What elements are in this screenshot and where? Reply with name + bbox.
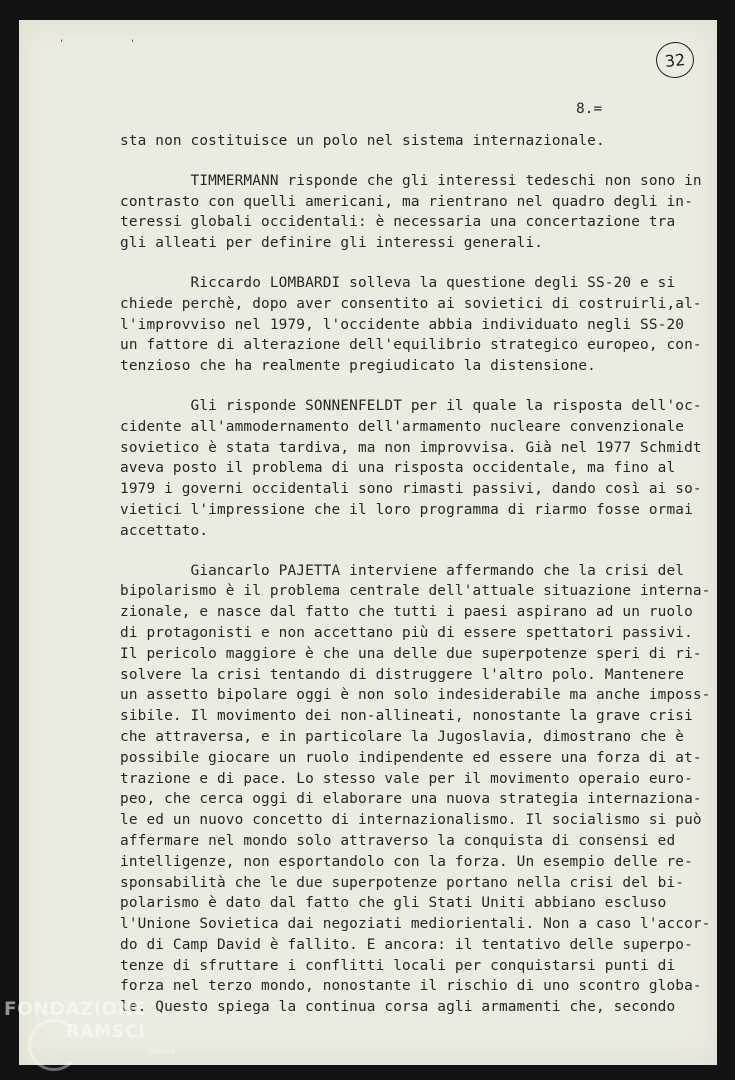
body-text [120,131,711,1018]
page-number: 8.= [576,101,603,117]
text-line: gli alleati per definire gli interessi generali. [120,235,544,252]
text-line: forza nel terzo mondo, nonostante il rischio di uno scontro globa- [120,978,702,995]
text-line: bipolarismo è il problema centrale dell'attuale situazione interna- [120,583,711,600]
text-line: le ed un nuovo concetto di internazionalismo. Il socialismo si può [120,812,702,829]
paragraph-gap [120,254,680,273]
text-line: trazione e di pace. Lo stesso vale per il movimento operaio euro- [120,770,693,787]
text-line: Giancarlo PAJETTA interviene affermando che la crisi del [120,562,685,579]
text-line: di protagonisti e non accettano più di essere spettatori passivi. [120,624,693,641]
text-line: teressi globali occidentali: è necessaria una concertazione tra [120,214,676,231]
text-line: che attraversa, e in particolare la Jugoslavia, dimostrano che è [120,728,685,745]
text-line: cidente all'ammodernamento dell'armamento nucleare convenzionale [120,418,685,435]
text-line: affermare nel mondo solo attraverso la conquista di consensi ed [120,832,676,849]
text-line: chiede perchè, dopo aver consentito ai sovietici di costruirli,al- [120,295,702,312]
text-line: possibile giocare un ruolo indipendente ed essere una forza di at- [120,749,702,766]
watermark-line2: RAMSCI [66,1022,146,1042]
text-line: l'improvviso nel 1979, l'occidente abbia individuato negli SS-20 [120,316,685,333]
paragraph-gap [120,377,680,396]
text-line: 1979 i governi occidentali sono rimasti passivi, dando così ai so- [120,481,702,498]
text-line: un fattore di alterazione dell'equilibrio strategico europeo, con- [120,337,702,354]
text-line: Riccardo LOMBARDI solleva la questione degli SS-20 e si [120,274,676,291]
text-line: accettato. [120,522,209,539]
text-line: contrasto con quelli americani, ma rientrano nel quadro degli in- [120,193,693,210]
text-line: Gli risponde SONNENFELDT per il quale la risposta dell'oc- [120,397,702,414]
text-line: l'Unione Sovietica dai negoziati mediorientali. Non a caso l'accor- [120,916,711,933]
paragraph-gap [120,542,680,561]
text-line: TIMMERMANN risponde che gli interessi tedeschi non sono in [120,172,702,189]
page-stamp: 32 [654,40,696,80]
text-line: le. Questo spiega la continua corsa agli armamenti che, secondo [120,999,676,1016]
text-line: sponsabilità che le due superpotenze portano nella crisi del bi- [120,874,685,891]
text-line: polarismo è dato dal fatto che gli Stati Uniti abbiano escluso [120,895,667,912]
paragraph-gap [120,152,680,171]
text-line: Il pericolo maggiore è che una delle due superpotenze speri di ri- [120,645,702,662]
text-line: intelligenze, non esportandolo con la forza. Un esempio delle re- [120,853,693,870]
text-line: vietici l'impressione che il loro programma di riarmo fosse ormai [120,501,693,518]
watermark-suffix: onlus [149,1046,176,1055]
text-line: aveva posto il problema di una risposta occidentale, ma fino al [120,460,676,477]
text-line: tenze di sfruttare i conflitti locali per conquistarsi punti di [120,957,676,974]
watermark-line1: FONDAZIONE [4,999,147,1020]
text-line: sta non costituisce un polo nel sistema internazionale. [120,133,605,149]
archive-watermark [4,999,176,1069]
text-line: zionale, e nasce dal fatto che tutti i paesi aspirano ad un ruolo [120,604,693,621]
text-line: peo, che cerca oggi di elaborare una nuova strategia internaziona- [120,791,702,808]
document-page [19,20,717,1065]
text-line: solvere la crisi tentando di distruggere l'altro polo. Mantenere [120,666,685,683]
text-line: un assetto bipolare oggi è non solo indesiderabile ma anche imposs- [120,687,711,704]
text-line: tenzioso che ha realmente pregiudicato la distensione. [120,358,596,375]
text-line: sovietico è stata tardiva, ma non improvvisa. Già nel 1977 Schmidt [120,439,702,456]
margin-marks: ' ' [59,39,166,49]
text-line: sibile. Il movimento dei non-allineati, nonostante la grave crisi [120,708,693,725]
text-line: do di Camp David è fallito. E ancora: il tentativo delle superpo- [120,936,693,953]
